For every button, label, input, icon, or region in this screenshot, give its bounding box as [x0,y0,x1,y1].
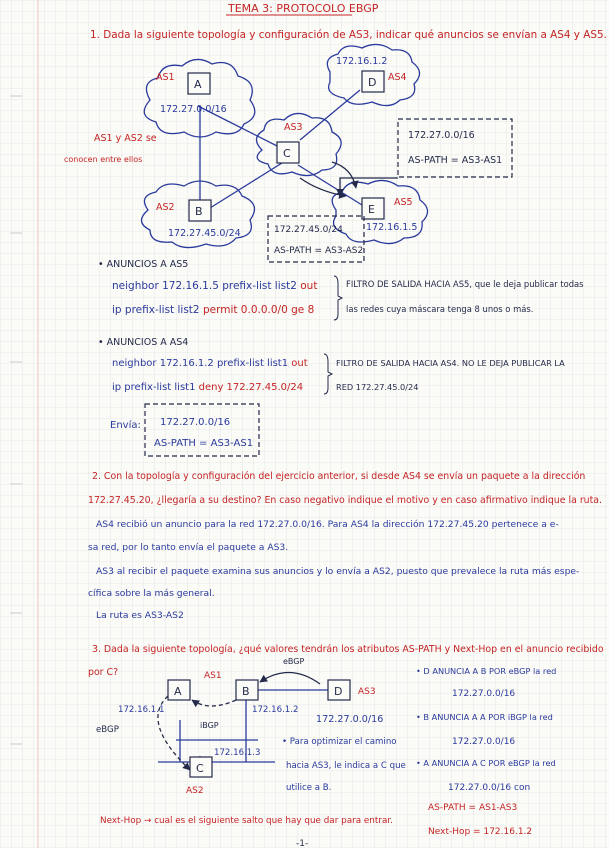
as5-label: AS5 [394,197,413,208]
q2-question-line-1: 2. Con la topología y configuración del ejercicio anterior, si desde AS4 se envía un paquete a la dirección [92,471,586,482]
q3-bullet-3-line-1: • A ANUNCIA A C POR eBGP la red [416,758,556,768]
as5-peer-ip: 172.16.1.5 [366,222,418,233]
q3-as3-label: AS3 [358,687,376,697]
q3-as2-label: AS2 [186,786,204,796]
q2-question-line-2: 172.27.45.20, ¿llegaría a su destino? En caso negativo indique el motivo y en caso afirmativo indique la ruta. [88,495,603,506]
q3-question-line-1: 3. Dada la siguiente topología, ¿qué valores tendrán los atributos AS-PATH y Next-Hop en el anuncio recibido [92,644,604,655]
q3-footer-note: Next-Hop → cual es el siguiente salto que hay que dar para entrar. [100,816,393,826]
q3-note-2: hacia AS3, le indica a C que [286,761,406,771]
q3-router-a-label: A [174,685,182,698]
q3-bullet-1-line-2: 172.27.0.0/16 [452,689,516,699]
q3-as1-label: AS1 [204,671,222,681]
q3-router-d-label: D [334,685,343,698]
announcement-box-as2-path: AS-PATH = AS3-AS2 [274,246,364,256]
q3-bullet-3-line-2: 172.27.0.0/16 con [448,783,531,793]
q3-note-1: • Para optimizar el camino [282,737,397,747]
q3-ip-c: 172.16.1.3 [214,748,261,758]
q3-router-b-label: B [242,685,250,698]
router-d-label: D [368,76,377,89]
as5-command-1: neighbor 172.16.1.5 prefix-list list2 out [112,280,318,292]
router-c-label: C [283,147,291,160]
as5-heading: • ANUNCIOS A AS5 [98,259,189,270]
q2-answer-line-5: La ruta es AS3-AS2 [96,610,184,621]
q3-result-nexthop: Next-Hop = 172.16.1.2 [428,827,533,837]
page-number: -1- [296,839,309,848]
as5-note-1: FILTRO DE SALIDA HACIA AS5, que le deja publicar todas [346,279,584,289]
q3-bullet-1-line-1: • D ANUNCIA A B POR eBGP la red [416,666,557,676]
q3-ip-b: 172.16.1.2 [252,705,299,715]
router-a-label: A [194,78,202,91]
as4-heading: • ANUNCIOS A AS4 [98,337,189,348]
q3-network: 172.27.0.0/16 [316,714,384,725]
q1-side-note-1: AS1 y AS2 se [94,133,157,144]
router-e-label: E [368,203,375,216]
as5-command-2: ip prefix-list list2 permit 0.0.0.0/0 ge 8 [112,304,315,316]
q2-answer-line-1: AS4 recibió un anuncio para la red 172.27.0.0/16. Para AS4 la dirección 172.27.45.20 pertenece a e- [96,519,559,530]
as4-note-1: FILTRO DE SALIDA HACIA AS4. NO LE DEJA PUBLICAR LA [336,358,565,368]
q2-answer-line-3: AS3 al recibir el paquete examina sus anuncios y lo envía a AS2, puesto que prevalece la ruta más espe- [96,566,580,577]
q2-answer-line-2: sa red, por lo tanto envía el paquete a AS3. [88,542,289,553]
q3-question-line-2: por C? [88,667,119,678]
as4-note-2: RED 172.27.45.0/24 [336,382,419,392]
announcement-box-as4-net: 172.27.0.0/16 [408,130,475,141]
q3-ebgp-top-label: eBGP [283,657,305,666]
page-title: TEMA 3: PROTOCOLO EBGP [228,2,379,15]
as4-sent-network: 172.27.0.0/16 [160,417,231,428]
q3-note-3: utilice a B. [286,783,332,793]
q3-bullet-2-line-2: 172.27.0.0/16 [452,737,516,747]
as3-label: AS3 [284,122,303,133]
q1-side-note-2: conocen entre ellos [64,155,143,164]
as4-command-2: ip prefix-list list1 deny 172.27.45.0/24 [112,382,304,393]
q3-result-aspath: AS-PATH = AS1-AS3 [428,803,518,813]
as2-label: AS2 [156,202,175,213]
q3-bullet-2-line-1: • B ANUNCIA A A POR iBGP la red [416,712,553,722]
as4-label: AS4 [388,72,407,83]
as4-sent-aspath: AS-PATH = AS3-AS1 [154,438,254,449]
as5-note-2: las redes cuya máscara tenga 8 unos o más. [346,304,534,314]
q2-answer-line-4: cífica sobre la más general. [88,588,215,599]
router-b-label: B [195,205,203,218]
q3-ebgp-left-label: eBGP [96,725,119,735]
as4-sent-label: Envía: [110,420,141,431]
as2-network: 172.27.45.0/24 [168,228,241,239]
q3-ibgp-label: iBGP [200,721,219,730]
q1-question: 1. Dada la siguiente topología y configuración de AS3, indicar qué anuncios se envían a AS4 y AS5. [90,29,607,41]
q3-router-c-label: C [196,762,204,775]
announcement-box-as4-path: AS-PATH = AS3-AS1 [408,155,503,166]
as1-label: AS1 [156,72,175,83]
as4-peer-ip: 172.16.1.2 [336,56,388,67]
as4-command-1: neighbor 172.16.1.2 prefix-list list1 out [112,358,308,369]
q3-ip-a: 172.16.1.1 [118,705,165,715]
as1-network: 172.27.0.0/16 [160,104,227,115]
announcement-box-as2-net: 172.27.45.0/24 [274,225,343,235]
